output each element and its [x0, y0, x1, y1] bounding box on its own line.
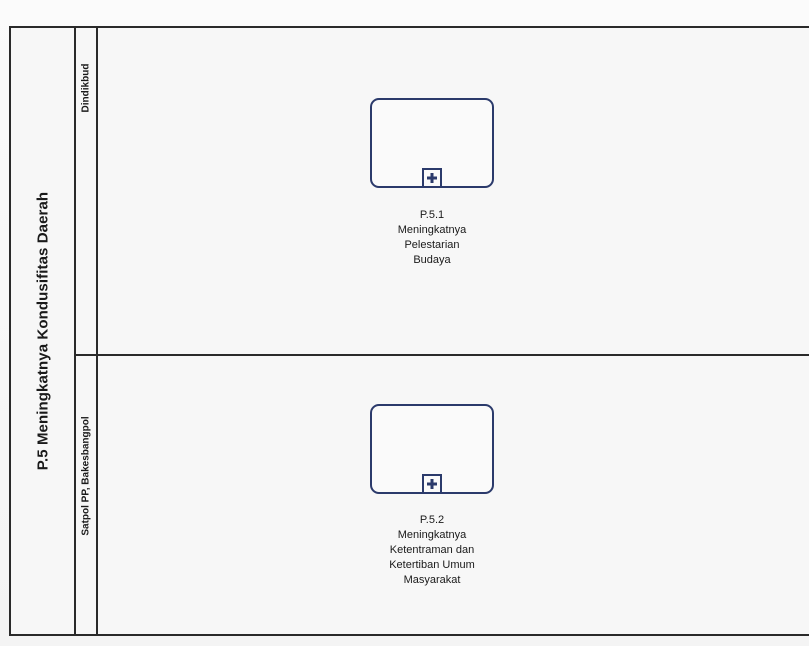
lane-title: Satpol PP, Bakesbangpol	[80, 416, 92, 536]
lane-dindikbud	[76, 28, 809, 356]
task-label-line: Budaya	[413, 254, 451, 266]
task-label-line: Masyarakat	[403, 574, 461, 586]
task-label-line: Pelestarian	[404, 239, 460, 251]
lane-header	[76, 356, 98, 636]
subprocess-task-p52[interactable]	[370, 404, 494, 494]
task-label-line: Ketertiban Umum	[389, 559, 475, 571]
lane-satpol-bakesbangpol	[76, 356, 809, 636]
pool-title: P.5 Meningkatnya Kondusifitas Daerah	[34, 191, 51, 471]
subprocess-task-p51[interactable]	[370, 98, 494, 188]
pool-header	[11, 28, 76, 634]
task-label	[352, 513, 512, 588]
task-label-line: Meningkatnya	[397, 529, 467, 541]
lane-title: Dindikbud	[80, 63, 92, 113]
task-label	[352, 208, 512, 268]
pool	[9, 26, 809, 636]
task-label-line: P.5.2	[419, 514, 445, 526]
task-label-line: Ketentraman dan	[389, 544, 475, 556]
collapsed-subprocess-plus-icon	[422, 474, 442, 494]
lane-header	[76, 28, 98, 354]
collapsed-subprocess-plus-icon	[422, 168, 442, 188]
task-label-line: Meningkatnya	[397, 224, 467, 236]
task-label-line: P.5.1	[419, 209, 445, 221]
